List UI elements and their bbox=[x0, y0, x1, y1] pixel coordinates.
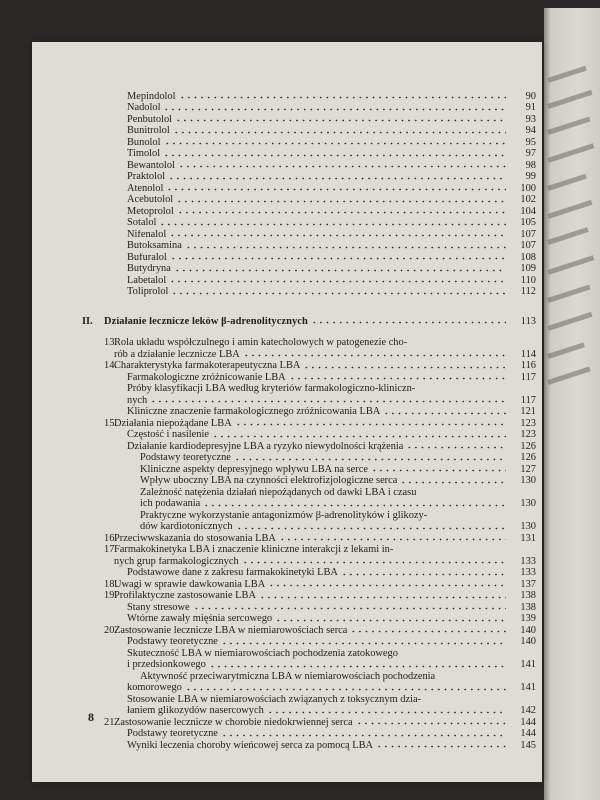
toc-entry-title: rób a działanie lecznicze LBA bbox=[114, 349, 240, 360]
toc-page-number: 114 bbox=[520, 348, 536, 360]
toc-entry-title: komorowego bbox=[127, 683, 182, 694]
toc-row bbox=[32, 682, 542, 694]
toc-row bbox=[32, 659, 542, 671]
toc-entry-title: Podstawy teoretyczne bbox=[127, 729, 218, 740]
toc-entry-title: Wpływ uboczny LBA na czynności elektrofizjologiczne serca bbox=[140, 476, 398, 487]
toc-page-number: 141 bbox=[520, 659, 536, 671]
toc-entry-title: Działania niepożądane LBA bbox=[114, 418, 232, 429]
toc-entry-number: 19. bbox=[104, 590, 117, 602]
toc-page-number: 105 bbox=[520, 217, 536, 229]
toc-row bbox=[32, 636, 542, 648]
toc-page-number: 123 bbox=[520, 429, 536, 441]
toc-entry-title: Toliprolol bbox=[127, 287, 169, 298]
toc-page-number: 144 bbox=[520, 728, 536, 740]
toc-entry-number: 13. bbox=[104, 337, 117, 349]
toc-row bbox=[32, 705, 542, 717]
toc-entry-number: 15. bbox=[104, 417, 117, 429]
toc-page-number: 131 bbox=[520, 532, 536, 544]
toc-row bbox=[32, 263, 542, 275]
toc-entry-title: Charakterystyka farmakoterapeutyczna LBA bbox=[114, 361, 301, 372]
toc-page-number: 123 bbox=[520, 417, 536, 429]
toc-entry-title: Profilaktyczne zastosowanie LBA bbox=[114, 591, 256, 602]
toc-entry-title: Aktywność przeciwarytmiczna LBA w niemiarowościach pochodzenia bbox=[140, 671, 436, 682]
toc-page-number: 108 bbox=[520, 251, 536, 263]
toc-entry-title: Timolol bbox=[127, 149, 161, 160]
toc-row bbox=[32, 286, 542, 298]
toc-entry-number: II. bbox=[82, 315, 93, 327]
page-number: 8 bbox=[88, 710, 94, 724]
toc-row bbox=[32, 274, 542, 286]
toc-entry-title: Stany stresowe bbox=[127, 602, 190, 613]
toc-page-number: 142 bbox=[520, 705, 536, 717]
toc-entry-title: Skuteczność LBA w niemiarowościach pochodzenia zatokowego bbox=[127, 648, 398, 659]
toc-page-number: 90 bbox=[525, 90, 536, 102]
toc-entry-title: Butydryna bbox=[127, 264, 171, 275]
toc-page-number: 144 bbox=[520, 716, 536, 728]
toc-row bbox=[32, 251, 542, 263]
toc-row bbox=[32, 590, 542, 602]
toc-entry-title: Metoprolol bbox=[127, 206, 174, 217]
toc-entry-title: Penbutolol bbox=[127, 114, 173, 125]
toc-row bbox=[32, 509, 542, 521]
toc-page-number: 109 bbox=[520, 263, 536, 275]
toc-row bbox=[32, 716, 542, 728]
toc-entry-number: 20. bbox=[104, 624, 117, 636]
toc-page-number: 98 bbox=[525, 159, 536, 171]
toc-page-number: 130 bbox=[520, 521, 536, 533]
toc-page-number: 126 bbox=[520, 440, 536, 452]
toc-entry-number: 14. bbox=[104, 360, 117, 372]
toc-entry-title: Farmakokinetyka LBA i znaczenie kliniczne interakcji z lekami in- bbox=[114, 545, 394, 556]
toc-page-number: 139 bbox=[520, 613, 536, 625]
toc-entry-title: Rola układu współczulnego i amin katecholowych w patogenezie cho- bbox=[114, 338, 408, 349]
toc-page-number: 93 bbox=[525, 113, 536, 125]
toc-row bbox=[32, 647, 542, 659]
toc-page-number: 117 bbox=[520, 371, 536, 383]
toc-entry-title: Podstawy teoretyczne bbox=[140, 453, 231, 464]
toc-row bbox=[32, 205, 542, 217]
toc-entry-title: Podstawy teoretyczne bbox=[127, 637, 218, 648]
toc-row bbox=[32, 348, 542, 360]
toc-page-number: 99 bbox=[525, 171, 536, 183]
toc-row bbox=[32, 417, 542, 429]
toc-row bbox=[32, 463, 542, 475]
toc-row bbox=[32, 217, 542, 229]
toc-page-number: 138 bbox=[520, 601, 536, 613]
toc-page-number: 107 bbox=[520, 240, 536, 252]
toc-row bbox=[32, 567, 542, 579]
toc-row bbox=[32, 194, 542, 206]
toc-page-number: 91 bbox=[525, 102, 536, 114]
toc-row bbox=[32, 532, 542, 544]
toc-entry-title: Nifenalol bbox=[127, 229, 167, 240]
toc-entry-title: Kliniczne aspekty depresyjnego wpływu LBA na serce bbox=[140, 464, 368, 475]
toc-entry-title: Próby klasyfikacji LBA według kryteriów farmakologiczno-kliniczn- bbox=[127, 384, 416, 395]
toc-row bbox=[32, 624, 542, 636]
toc-entry-number: 18. bbox=[104, 578, 117, 590]
toc-page-number: 102 bbox=[520, 194, 536, 206]
toc-entry-title: Farmakologiczne zróżnicowanie LBA bbox=[127, 372, 286, 383]
toc-entry-title: Działanie lecznicze leków β-adrenolitycznych bbox=[104, 316, 308, 327]
toc-row bbox=[32, 670, 542, 682]
toc-entry-title: Labetalol bbox=[127, 275, 167, 286]
toc-entry-title: Acebutolol bbox=[127, 195, 174, 206]
toc-entry-title: Butoksamina bbox=[127, 241, 182, 252]
toc-entry-title: Praktolol bbox=[127, 172, 166, 183]
toc-page-number: 133 bbox=[520, 567, 536, 579]
toc-entry-title: Bewantolol bbox=[127, 160, 175, 171]
toc-row bbox=[32, 521, 542, 533]
toc-page-number: 110 bbox=[520, 274, 536, 286]
toc-page-number: 127 bbox=[520, 463, 536, 475]
toc-entry-title: Kliniczne znaczenie farmakologicznego zróżnicowania LBA bbox=[127, 407, 381, 418]
toc-row bbox=[32, 728, 542, 740]
toc-row bbox=[32, 337, 542, 349]
toc-row bbox=[32, 125, 542, 137]
toc-row bbox=[32, 360, 542, 372]
toc-entry-title: nych bbox=[127, 395, 148, 406]
toc-row bbox=[32, 148, 542, 160]
toc-entry-title: Zastosowanie lecznicze w chorobie niedokrwiennej serca bbox=[114, 717, 353, 728]
toc-row bbox=[32, 383, 542, 395]
toc-entry-title: Wtórne zawały mięśnia sercowego bbox=[127, 614, 273, 625]
toc-row bbox=[32, 371, 542, 383]
toc-row bbox=[32, 171, 542, 183]
toc-row bbox=[32, 429, 542, 441]
toc-entry-title: Atenolol bbox=[127, 183, 164, 194]
toc-row bbox=[32, 90, 542, 102]
toc-row bbox=[32, 113, 542, 125]
toc-row bbox=[32, 613, 542, 625]
toc-entry-title: Uwagi w sprawie dawkowania LBA bbox=[114, 579, 266, 590]
toc-entry-title: ich podawania bbox=[140, 499, 201, 510]
toc-row bbox=[32, 159, 542, 171]
toc-entry-number: 21. bbox=[104, 716, 117, 728]
toc-page-number: 140 bbox=[520, 636, 536, 648]
toc-entry-title: Mepindolol bbox=[127, 91, 176, 102]
toc-row bbox=[32, 440, 542, 452]
book-page bbox=[32, 42, 542, 782]
toc-page-number: 94 bbox=[525, 125, 536, 137]
toc-entry-title: Stosowanie LBA w niemiarowościach związanych z toksycznym dzia- bbox=[127, 694, 422, 705]
toc-page-number: 145 bbox=[520, 739, 536, 751]
toc-page-number: 100 bbox=[520, 182, 536, 194]
toc-row bbox=[32, 406, 542, 418]
toc-page-number: 130 bbox=[520, 475, 536, 487]
toc-entry-title: Przeciwwskazania do stosowania LBA bbox=[114, 533, 276, 544]
toc-entry-title: Wyniki leczenia choroby wieńcowej serca za pomocą LBA bbox=[127, 740, 374, 751]
toc-row bbox=[32, 544, 542, 556]
toc-page-number: 133 bbox=[520, 555, 536, 567]
toc-entry-title: Podstawowe dane z zakresu farmakokinetyki LBA bbox=[127, 568, 338, 579]
toc-row bbox=[32, 475, 542, 487]
toc-entry-number: 16. bbox=[104, 532, 117, 544]
toc-page-number: 113 bbox=[520, 315, 536, 327]
toc-row bbox=[32, 601, 542, 613]
toc-entry-title: Działanie kardiodepresyjne LBA a ryzyko niewydolności krążenia bbox=[127, 441, 404, 452]
toc-entry-title: dów kardiotonicznych bbox=[140, 522, 233, 533]
adjacent-page-edge bbox=[544, 8, 600, 800]
toc-entry-title: i przedsionkowego bbox=[127, 660, 206, 671]
toc-page-number: 107 bbox=[520, 228, 536, 240]
toc-entry-title: nych grup farmakologicznych bbox=[114, 556, 239, 567]
toc-row bbox=[32, 452, 542, 464]
toc-page-number: 95 bbox=[525, 136, 536, 148]
toc-page-number: 97 bbox=[525, 148, 536, 160]
dot-leader bbox=[171, 289, 506, 298]
toc-entry-number: 17. bbox=[104, 544, 117, 556]
toc-entry-title: Bunitrolol bbox=[127, 126, 170, 137]
toc-page-number: 104 bbox=[520, 205, 536, 217]
toc-row bbox=[32, 555, 542, 567]
toc-page-number: 126 bbox=[520, 452, 536, 464]
toc-entry-title: Częstość i nasilenie bbox=[127, 430, 209, 441]
toc-page-number: 141 bbox=[520, 682, 536, 694]
toc-row bbox=[32, 394, 542, 406]
toc-row bbox=[32, 578, 542, 590]
toc-row bbox=[32, 486, 542, 498]
toc-chapter-row bbox=[32, 315, 542, 327]
toc-row bbox=[32, 102, 542, 114]
toc-row bbox=[32, 182, 542, 194]
toc-row bbox=[32, 136, 542, 148]
toc-page-number: 112 bbox=[520, 286, 536, 298]
toc-entry-title: łaniem glikozydów nasercowych bbox=[127, 706, 264, 717]
toc-row bbox=[32, 228, 542, 240]
toc-page-number: 140 bbox=[520, 624, 536, 636]
dot-leader bbox=[376, 742, 506, 751]
toc-page-number: 121 bbox=[520, 406, 536, 418]
toc-page-number: 116 bbox=[520, 360, 536, 372]
toc-row bbox=[32, 739, 542, 751]
toc-page-number: 137 bbox=[520, 578, 536, 590]
toc-entry-title: Nadolol bbox=[127, 103, 161, 114]
toc-entry-title: Sotalol bbox=[127, 218, 157, 229]
toc-page-number: 130 bbox=[520, 498, 536, 510]
toc-row bbox=[32, 693, 542, 705]
toc-entry-title: Zależność natężenia działań niepożądanych od dawki LBA i czasu bbox=[140, 487, 417, 498]
toc-entry-title: Praktyczne wykorzystanie antagonizmów β-adrenolityków i glikozy- bbox=[140, 510, 428, 521]
dot-leader bbox=[311, 318, 506, 327]
toc-entry-title: Bufuralol bbox=[127, 252, 167, 263]
toc-row bbox=[32, 240, 542, 252]
toc-row bbox=[32, 498, 542, 510]
toc-page-number: 117 bbox=[520, 394, 536, 406]
toc-page-number: 138 bbox=[520, 590, 536, 602]
toc-entry-title: Zastosowanie lecznicze LBA w niemiarowościach serca bbox=[114, 625, 348, 636]
toc-entry-title: Bunolol bbox=[127, 137, 161, 148]
